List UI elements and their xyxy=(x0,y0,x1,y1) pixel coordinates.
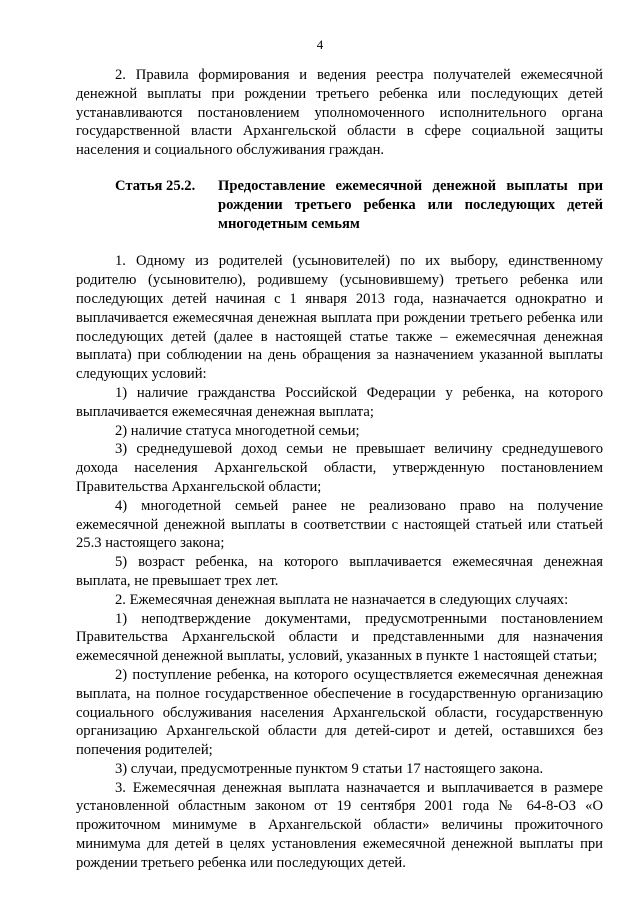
paragraph: 4) многодетной семьей ранее не реализовано право на получение ежемесячной денежной выплаты в соответствии с настоящей статьей или статьей 25.3 настоящего закона; xyxy=(76,497,603,552)
paragraph: 1) наличие гражданства Российской Федерации у ребенка, на которого выплачивается ежемесячная денежная выплата; xyxy=(76,384,603,420)
intro-paragraph: 2. Правила формирования и ведения реестра получателей ежемесячной денежной выплаты при рождении третьего ребенка или последующих детей устанавливаются постановлением уполномоченного исполнительного органа государственной власти Архангельской области в сфере социальной защиты населения и социального обслуживания граждан. xyxy=(76,67,603,159)
paragraph: 2) поступление ребенка, на которого осуществляется ежемесячная денежная выплата, на полное государственное обеспечение в государственную организацию социального обслуживания населения Архангельской области, государственную организацию Архангельской области для детей-сирот и детей, оставшихся без попечения родителей; xyxy=(76,666,603,759)
page-number: 4 xyxy=(316,37,324,52)
paragraph: 1. Одному из родителей (усыновителей) по их выбору, единственному родителю (усыновителю), родившему (усыновившему) третьего ребенка или последующих детей начиная с 1 января 2013 года, назначается однократно и выплачивается ежемесячная денежная выплата при рождении третьего ребенка или последующих детей (далее в настоящей статье также – ежемесячная денежная выплата) при соблюдении на день обращения за назначением указанной выплаты следующих условий: xyxy=(76,253,603,383)
paragraph: 3. Ежемесячная денежная выплата назначается и выплачивается в размере установленной областным законом от 19 сентября 2001 года № 64-8-ОЗ «О прожиточном минимуме в Архангельской области» величины прожиточного минимума для детей в целях установления ежемесячной денежной выплаты при рождении третьего ребенка или последующих детей. xyxy=(76,779,603,871)
article-title: Предоставление ежемесячной денежной выплаты при рождении третьего ребенка или последующих детей многодетным семьям xyxy=(218,177,603,232)
article-heading xyxy=(76,177,603,233)
paragraph: 1) неподтверждение документами, предусмотренными постановлением Правительства Архангельской области и представленными для назначения ежемесячной денежной выплаты, условий, указанных в пункте 1 настоящей статьи; xyxy=(76,610,603,665)
article-number: Статья 25.2. xyxy=(115,177,196,194)
paragraph: 5) возраст ребенка, на которого выплачивается ежемесячная денежная выплата, не превышает трех лет. xyxy=(76,554,603,589)
document-body xyxy=(76,66,603,873)
paragraph: 3) среднедушевой доход семьи не превышает величину среднедушевого дохода населения Архангельской области, утвержденную постановлением Правительства Архангельской области; xyxy=(76,441,603,495)
paragraph: 3) случаи, предусмотренные пунктом 9 статьи 17 настоящего закона. xyxy=(115,760,544,777)
paragraph: 2) наличие статуса многодетной семьи; xyxy=(115,422,360,439)
paragraph: 2. Ежемесячная денежная выплата не назначается в следующих случаях: xyxy=(115,591,569,608)
